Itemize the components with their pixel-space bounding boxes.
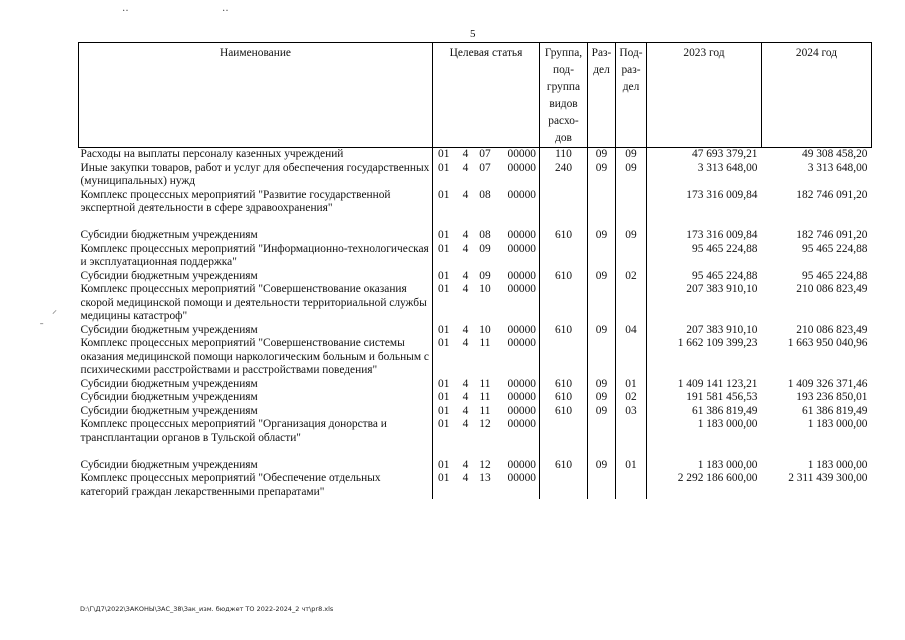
- margin-mark: ˗: [40, 318, 44, 329]
- target-article-part: 01: [438, 323, 450, 336]
- target-article-part: 4: [462, 283, 469, 295]
- section: [588, 243, 616, 270]
- table-row: [79, 472, 872, 499]
- expense-group: [540, 283, 588, 324]
- target-article-part: 00000: [507, 391, 536, 403]
- header-year-2023: 2023 год: [647, 43, 762, 148]
- table-row: [79, 405, 872, 419]
- spacer-cell: [588, 216, 616, 230]
- amount-2023: 173 316 009,84: [647, 229, 762, 243]
- spacer-cell: [588, 445, 616, 459]
- target-article-part: 00000: [507, 337, 536, 349]
- row-name: Субсидии бюджетным учреждениям: [80, 229, 258, 241]
- amount-2023: 173 316 009,84: [647, 189, 762, 216]
- section: 09: [588, 405, 616, 419]
- amount-2024: 95 465 224,88: [802, 269, 868, 282]
- target-article-part: 01: [438, 418, 450, 430]
- amount-2024: 61 386 819,49: [802, 404, 868, 417]
- expense-group: 610: [540, 378, 588, 392]
- amount-2024: 1 409 326 371,46: [787, 377, 868, 390]
- row-name: Комплекс процессных мероприятий "Организация донорства и трансплантации органов в Тульской области": [80, 418, 387, 444]
- header-name: Наименование: [79, 43, 433, 148]
- subsection: 09: [616, 162, 647, 189]
- amount-2024: 1 183 000,00: [807, 458, 868, 471]
- row-name: Субсидии бюджетным учреждениям: [80, 269, 258, 282]
- subsection: [616, 189, 647, 216]
- target-article-part: 4: [462, 323, 469, 336]
- target-article-part: 00000: [507, 283, 536, 295]
- target-article-part: 00000: [507, 242, 536, 255]
- target-article-part: 00000: [507, 148, 536, 160]
- header-expense-group: Группа, под-группа видов расхо-дов: [540, 43, 588, 148]
- target-article-code: [433, 418, 540, 445]
- target-article-part: 09: [479, 269, 491, 282]
- target-article-part: 01: [438, 391, 450, 403]
- section: [588, 472, 616, 499]
- amount-2023: 1 662 109 399,23: [647, 337, 762, 378]
- table-row: [79, 162, 872, 189]
- section: 09: [588, 270, 616, 284]
- spacer-cell: [540, 445, 588, 459]
- amount-2023: 61 386 819,49: [647, 405, 762, 419]
- target-article-part: 00000: [507, 377, 536, 390]
- amount-2023: 2 292 186 600,00: [647, 472, 762, 499]
- subsection: [616, 243, 647, 270]
- row-name: Субсидии бюджетным учреждениям: [80, 377, 258, 390]
- target-article-part: 00000: [507, 269, 536, 282]
- expense-group: 610: [540, 405, 588, 419]
- target-article-part: 01: [438, 377, 450, 390]
- target-article-code: [433, 405, 540, 419]
- target-article-code: [433, 391, 540, 405]
- amount-2023: 95 465 224,88: [647, 270, 762, 284]
- subsection: 02: [616, 270, 647, 284]
- header-section: Раз-дел: [588, 43, 616, 148]
- amount-2023: 95 465 224,88: [647, 243, 762, 270]
- subsection: 01: [616, 459, 647, 473]
- expense-group: 610: [540, 324, 588, 338]
- amount-2024: 49 308 458,20: [802, 148, 868, 160]
- target-article-part: 01: [438, 337, 450, 349]
- expense-group: [540, 189, 588, 216]
- target-article-code: [433, 162, 540, 189]
- target-article-part: 01: [438, 269, 450, 282]
- row-name: Субсидии бюджетным учреждениям: [80, 323, 258, 336]
- spacer-cell: [540, 216, 588, 230]
- target-article-part: 07: [479, 148, 491, 160]
- spacer-cell: [433, 445, 540, 459]
- expense-group: [540, 243, 588, 270]
- row-name: Комплекс процессных мероприятий "Совершенствование системы оказания медицинской помощи наркологическим больным и больным с психическими расстройствами и расстройствами поведения": [80, 337, 429, 376]
- expense-group: [540, 472, 588, 499]
- expense-group: 110: [540, 148, 588, 162]
- section: 09: [588, 229, 616, 243]
- subsection: 09: [616, 148, 647, 162]
- target-article-code: [433, 459, 540, 473]
- amount-2023: 3 313 648,00: [647, 162, 762, 189]
- amount-2024: 3 313 648,00: [807, 161, 868, 174]
- amount-2023: 207 383 910,10: [647, 283, 762, 324]
- amount-2023: 47 693 379,21: [647, 148, 762, 162]
- target-article-part: 4: [462, 377, 469, 390]
- row-name: Субсидии бюджетным учреждениям: [80, 391, 258, 403]
- target-article-part: 01: [438, 188, 450, 201]
- amount-2024: 2 311 439 300,00: [788, 472, 868, 484]
- spacer-cell: [762, 445, 872, 459]
- spacer-cell: [616, 216, 647, 230]
- subsection: [616, 418, 647, 445]
- target-article-code: [433, 337, 540, 378]
- target-article-part: 13: [479, 472, 491, 484]
- table-row: [79, 283, 872, 324]
- row-name: Комплекс процессных мероприятий "Совершенствование оказания скорой медицинской помощи и деятельности территориальной службы медицины катастроф": [80, 283, 427, 322]
- target-article-part: 00000: [507, 161, 536, 174]
- row-name: Комплекс процессных мероприятий "Информационно-технологическая и эксплуатационная поддержка": [80, 242, 429, 268]
- target-article-part: 08: [479, 229, 491, 241]
- target-article-part: 01: [438, 458, 450, 471]
- target-article-part: 01: [438, 161, 450, 174]
- target-article-part: 00000: [507, 472, 536, 484]
- table-row: [79, 243, 872, 270]
- amount-2024: 182 746 091,20: [796, 229, 868, 241]
- row-name: Расходы на выплаты персоналу казенных учреждений: [80, 148, 344, 160]
- target-article-part: 11: [479, 391, 491, 403]
- table-row: [79, 459, 872, 473]
- table-row: [79, 391, 872, 405]
- target-article-part: 00000: [507, 418, 536, 430]
- spacer-row: [79, 445, 872, 459]
- subsection: [616, 283, 647, 324]
- section: [588, 337, 616, 378]
- target-article-part: 09: [479, 242, 491, 255]
- target-article-part: 4: [462, 418, 469, 430]
- section: 09: [588, 391, 616, 405]
- amount-2024: 210 086 823,49: [796, 323, 868, 336]
- margin-mark: ⸝: [52, 305, 57, 316]
- table-row: [79, 229, 872, 243]
- target-article-part: 00000: [507, 188, 536, 201]
- target-article-code: [433, 283, 540, 324]
- target-article-part: 01: [438, 404, 450, 417]
- spacer-cell: [647, 216, 762, 230]
- target-article-code: [433, 148, 540, 162]
- table-row: [79, 324, 872, 338]
- table-row: [79, 148, 872, 162]
- amount-2023: 1 183 000,00: [647, 418, 762, 445]
- amount-2023: 191 581 456,53: [647, 391, 762, 405]
- table-row: [79, 378, 872, 392]
- subsection: 01: [616, 378, 647, 392]
- table-row: [79, 270, 872, 284]
- target-article-code: [433, 378, 540, 392]
- header-subsection: Под-раз-дел: [616, 43, 647, 148]
- target-article-part: 4: [462, 148, 469, 160]
- table-row: [79, 189, 872, 216]
- amount-2024: 95 465 224,88: [802, 242, 868, 255]
- header-target-article: Целевая статья: [433, 43, 540, 148]
- expense-group: 610: [540, 391, 588, 405]
- row-name: Комплекс процессных мероприятий "Развитие государственной экспертной деятельности в сфере здравоохранения": [80, 188, 391, 214]
- target-article-part: 00000: [507, 323, 536, 336]
- page-number: 5: [470, 28, 476, 40]
- target-article-code: [433, 270, 540, 284]
- scan-mark: ‥: [122, 3, 129, 14]
- target-article-part: 4: [462, 391, 469, 403]
- target-article-part: 00000: [507, 229, 536, 241]
- row-name: Субсидии бюджетным учреждениям: [80, 458, 258, 471]
- target-article-code: [433, 189, 540, 216]
- expense-group: [540, 418, 588, 445]
- spacer-cell: [762, 216, 872, 230]
- target-article-part: 4: [462, 337, 469, 349]
- target-article-code: [433, 243, 540, 270]
- target-article-part: 4: [462, 404, 469, 417]
- subsection: 09: [616, 229, 647, 243]
- target-article-part: 01: [438, 242, 450, 255]
- amount-2024: 182 746 091,20: [796, 188, 868, 201]
- subsection: 02: [616, 391, 647, 405]
- amount-2023: 1 409 141 123,21: [647, 378, 762, 392]
- file-path-footer: D:\Г\Д7\2022\ЗАКОНЫ\ЗАС_38\Зак_изм. бюджет ТО 2022-2024_2 чт\pr8.xls: [80, 605, 334, 613]
- section: 09: [588, 148, 616, 162]
- target-article-part: 01: [438, 229, 450, 241]
- amount-2024: 1 183 000,00: [807, 418, 868, 430]
- target-article-part: 4: [462, 161, 469, 174]
- amount-2023: 207 383 910,10: [647, 324, 762, 338]
- target-article-code: [433, 472, 540, 499]
- target-article-part: 00000: [507, 458, 536, 471]
- target-article-part: 01: [438, 472, 450, 484]
- target-article-part: 08: [479, 188, 491, 201]
- amount-2023: 1 183 000,00: [647, 459, 762, 473]
- section: 09: [588, 162, 616, 189]
- spacer-cell: [647, 445, 762, 459]
- target-article-part: 4: [462, 269, 469, 282]
- section: 09: [588, 378, 616, 392]
- subsection: [616, 472, 647, 499]
- target-article-part: 10: [479, 283, 491, 295]
- section: 09: [588, 324, 616, 338]
- target-article-part: 4: [462, 229, 469, 241]
- spacer-cell: [79, 445, 433, 459]
- expense-group: [540, 337, 588, 378]
- target-article-part: 12: [479, 418, 491, 430]
- target-article-part: 01: [438, 283, 450, 295]
- row-name: Субсидии бюджетным учреждениям: [80, 404, 258, 417]
- budget-table: [78, 42, 872, 499]
- section: [588, 189, 616, 216]
- expense-group: 610: [540, 229, 588, 243]
- subsection: [616, 337, 647, 378]
- section: [588, 418, 616, 445]
- spacer-row: [79, 216, 872, 230]
- target-article-code: [433, 229, 540, 243]
- spacer-cell: [616, 445, 647, 459]
- target-article-part: 10: [479, 323, 491, 336]
- amount-2024: 193 236 850,01: [796, 391, 868, 403]
- amount-2024: 1 663 950 040,96: [787, 337, 868, 349]
- table-row: [79, 418, 872, 445]
- section: 09: [588, 459, 616, 473]
- subsection: 03: [616, 405, 647, 419]
- scan-mark: ‥: [222, 3, 229, 14]
- target-article-code: [433, 324, 540, 338]
- table-header-row: [79, 43, 872, 148]
- expense-group: 240: [540, 162, 588, 189]
- expense-group: 610: [540, 270, 588, 284]
- table-row: [79, 337, 872, 378]
- spacer-cell: [79, 216, 433, 230]
- target-article-part: 4: [462, 242, 469, 255]
- target-article-part: 11: [479, 337, 491, 349]
- target-article-part: 01: [438, 148, 450, 160]
- header-year-2024: 2024 год: [762, 43, 872, 148]
- spacer-cell: [433, 216, 540, 230]
- row-name: Иные закупки товаров, работ и услуг для обеспечения государственных (муниципальных) нужд: [80, 161, 430, 187]
- target-article-part: 4: [462, 188, 469, 201]
- target-article-part: 00000: [507, 404, 536, 417]
- target-article-part: 4: [462, 472, 469, 484]
- subsection: 04: [616, 324, 647, 338]
- target-article-part: 07: [479, 161, 491, 174]
- expense-group: 610: [540, 459, 588, 473]
- target-article-part: 11: [479, 377, 491, 390]
- row-name: Комплекс процессных мероприятий "Обеспечение отдельных категорий граждан лекарственными препаратами": [80, 472, 381, 498]
- target-article-part: 4: [462, 458, 469, 471]
- target-article-part: 11: [479, 404, 491, 417]
- section: [588, 283, 616, 324]
- amount-2024: 210 086 823,49: [796, 283, 868, 295]
- target-article-part: 12: [479, 458, 491, 471]
